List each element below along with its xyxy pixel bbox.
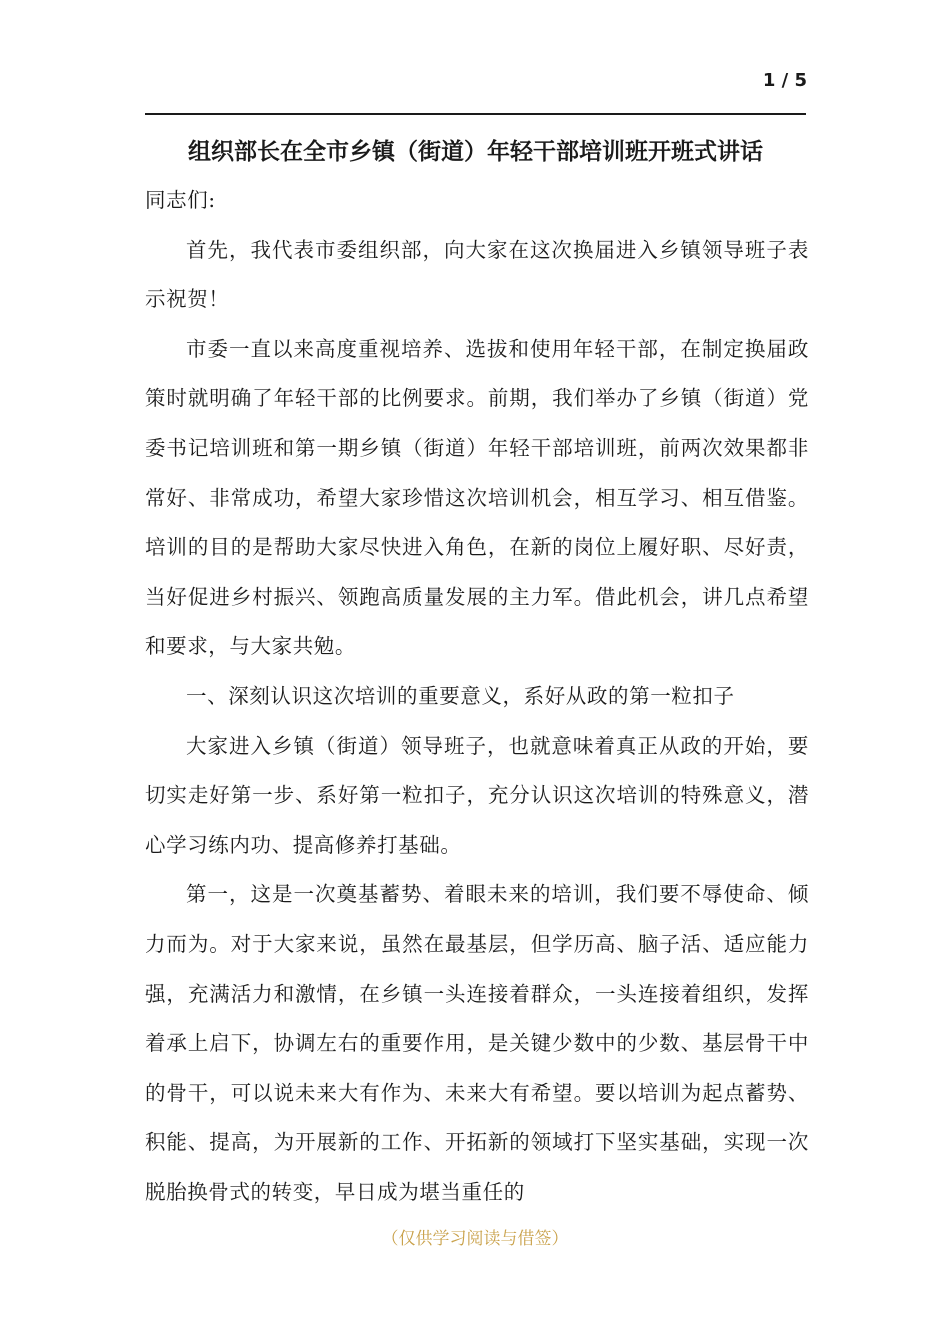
paragraph: 首先，我代表市委组织部，向大家在这次换届进入乡镇领导班子表示祝贺！	[145, 237, 809, 312]
paragraph: 第一，这是一次奠基蓄势、着眼未来的培训，我们要不辱使命、倾力而为。对于大家来说，虽然在最基层，但学历高、脑子活、适应能力强，充满活力和激情，在乡镇一头连接着群众，一头连接着组织，发挥着承上启下，协调左右的重要作用，是关键少数中的少数、基层骨干中的骨干，可以说未来大有作为、未来大有希望。要以培训为起点蓄势、积能、提高，为开展新的工作、开拓新的领域打下坚实基础，实现一次脱胎换骨式的转变，早日成为堪当重任的	[145, 882, 809, 1204]
paragraph: 大家进入乡镇（街道）领导班子，也就意味着真正从政的开始，要切实走好第一步、系好第一粒扣子，充分认识这次培训的特殊意义，潜心学习练内功、提高修养打基础。	[145, 733, 809, 857]
paragraph: 市委一直以来高度重视培养、选拔和使用年轻干部，在制定换届政策时就明确了年轻干部的比例要求。前期，我们举办了乡镇（街道）党委书记培训班和第一期乡镇（街道）年轻干部培训班，前两次效果都非常好、非常成功，希望大家珍惜这次培训机会，相互学习、相互借鉴。培训的目的是帮助大家尽快进入角色，在新的岗位上履好职、尽好责，当好促进乡村振兴、领跑高质量发展的主力军。借此机会，讲几点希望和要求，与大家共勉。	[145, 336, 809, 659]
page-number: 1 / 5	[762, 70, 807, 91]
header-rule	[145, 113, 806, 115]
footer-note: （仅供学习阅读与借签）	[381, 1229, 569, 1249]
document-title: 组织部长在全市乡镇（街道）年轻干部培训班开班式讲话	[188, 139, 763, 165]
document-body	[145, 176, 809, 1217]
greeting: 同志们:	[145, 188, 216, 212]
section-heading: 一、深刻认识这次培训的重要意义，系好从政的第一粒扣子	[186, 683, 735, 708]
